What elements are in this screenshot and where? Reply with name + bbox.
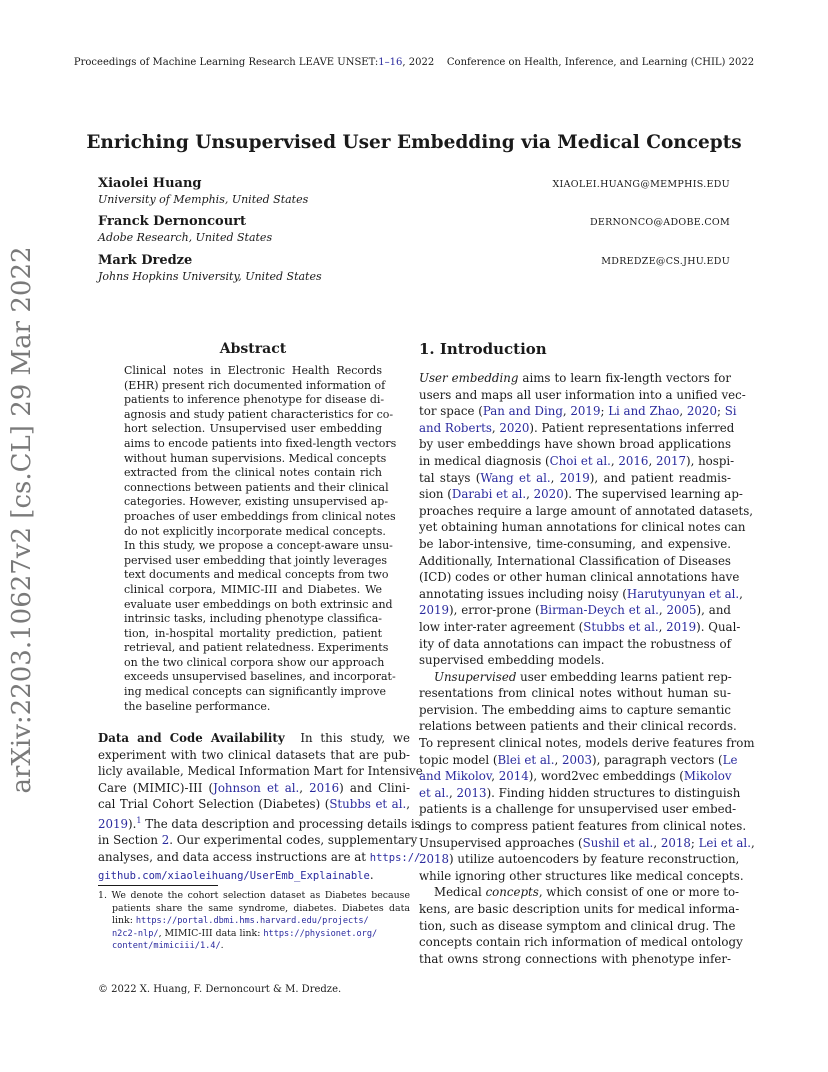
- code-url-link[interactable]: https://: [369, 852, 421, 865]
- citation-link[interactable]: Harutyunyan et al.: [626, 586, 740, 601]
- citation-year-link[interactable]: 2014: [498, 769, 529, 784]
- text: , which consist of one or more to-: [538, 885, 740, 900]
- text: supervised embedding models.: [419, 653, 605, 668]
- dataset-url-link[interactable]: content/mimiciii/1.4/: [112, 941, 221, 951]
- citation-link[interactable]: Li and Zhao: [608, 404, 680, 419]
- citation-year-link[interactable]: 2016: [309, 780, 340, 795]
- code-url-link[interactable]: github.com/xiaoleihuang/UserEmb_Explainable: [98, 869, 370, 882]
- text: User embedding: [419, 371, 519, 385]
- footnote-marker[interactable]: 1: [136, 815, 142, 825]
- text: ,: [491, 769, 499, 784]
- citation-link[interactable]: Birman-Deych et al.: [539, 603, 659, 618]
- citation-link[interactable]: et al.: [419, 785, 450, 800]
- text: .: [369, 867, 374, 882]
- arxiv-id: arXiv:2203.10627v2 [cs.CL] 29 Mar 2022: [7, 246, 37, 794]
- text: Unsupervised approaches (: [419, 835, 583, 850]
- text: aims to learn fix-length vectors for: [518, 371, 731, 385]
- citation-year-link[interactable]: 2020: [533, 487, 564, 502]
- text: 1. We denote the cohort selection dataset as Diabetes because: [98, 890, 410, 901]
- abstract-line: retrieval, and patient relatedness. Experiments: [124, 641, 389, 655]
- text: ), paragraph vectors (: [592, 752, 723, 767]
- author-name: Mark Dredze: [98, 253, 193, 268]
- text: low inter-rater agreement (: [419, 619, 584, 634]
- text: ) utilize autoencoders by feature reconstruction,: [449, 852, 740, 867]
- text: ,: [550, 470, 560, 485]
- section-link[interactable]: 2: [161, 833, 170, 848]
- text: cal Trial Cohort Selection (Diabetes) (: [98, 797, 330, 812]
- abstract-line: hort selection. Unsupervised user embedding: [124, 422, 382, 436]
- text: kens, are basic description units for medical informa-: [419, 902, 740, 916]
- text: ), hospi-: [685, 453, 735, 468]
- text: ). Qual-: [696, 619, 741, 634]
- page-range-link[interactable]: 1–16: [378, 57, 403, 68]
- citation-link[interactable]: Choi et al.: [549, 453, 611, 468]
- citation-link[interactable]: Darabi et al.: [451, 487, 527, 502]
- text: ), error-prone (: [449, 603, 540, 618]
- text: . Our experimental codes, supplementary: [169, 833, 418, 848]
- text: Unsupervised: [434, 669, 517, 684]
- text: ,: [750, 835, 755, 850]
- text: by user embeddings have shown broad applications: [419, 437, 731, 452]
- abstract-line: do not explicitly incorporate medical concepts.: [124, 524, 386, 538]
- section-heading-introduction: 1. Introduction: [419, 340, 547, 358]
- text: ,: [562, 404, 571, 419]
- citation-year-link[interactable]: 2005: [666, 603, 697, 618]
- abstract-line: pervised user embedding that jointly leverages: [124, 553, 387, 567]
- abstract-line: exceeds unsupervised baselines, and incorporat-: [124, 670, 396, 684]
- citation-link[interactable]: Pan and Ding: [482, 404, 563, 419]
- text: annotating issues including noisy (: [419, 586, 627, 601]
- abstract-line: connections between patients and their clinical: [124, 480, 389, 494]
- abstract-line: patients to inference phenotype for disease di-: [124, 393, 385, 407]
- citation-year-link[interactable]: 2019: [98, 816, 129, 831]
- text: ,: [658, 619, 667, 634]
- introduction-body: [419, 370, 755, 967]
- footnote: [98, 890, 410, 953]
- text: ,: [658, 603, 667, 618]
- citation-year-link[interactable]: 2003: [561, 752, 592, 767]
- text: patients share the same syndrome, diabetes. Diabetes data: [112, 902, 410, 914]
- citation-year-link[interactable]: 2019: [419, 603, 450, 618]
- text: link:: [112, 915, 136, 926]
- abstract-line: the baseline performance.: [124, 699, 271, 713]
- dataset-url-link[interactable]: n2c2-nlp/: [112, 928, 159, 939]
- text: ,: [491, 420, 500, 435]
- text: ), word2vec embeddings (: [528, 769, 684, 784]
- venue-year: , 2022: [402, 57, 435, 68]
- text: ;: [690, 835, 699, 850]
- paper-title: Enriching Unsupervised User Embedding via Medical Concepts: [86, 132, 742, 153]
- citation-year-link[interactable]: 2016: [618, 453, 649, 468]
- author-name: Xiaolei Huang: [98, 176, 202, 191]
- abstract-line: without human supervisions. Medical concepts: [124, 451, 387, 465]
- text: while ignoring other structures like medical concepts.: [419, 868, 744, 883]
- dataset-url-link[interactable]: https://physionet.org/: [263, 928, 378, 939]
- author-affiliation: University of Memphis, United States: [98, 193, 309, 206]
- data-code-availability: [98, 730, 423, 884]
- venue-prefix: Proceedings of Machine Learning Research LEAVE UNSET:: [73, 57, 379, 68]
- text: ,: [449, 785, 457, 800]
- text: topic model (: [419, 752, 498, 767]
- text: (ICD) codes or other human clinical annotations have: [419, 570, 740, 585]
- text: tor space (: [419, 404, 483, 419]
- text: sion (: [419, 487, 452, 502]
- citation-link[interactable]: Johnson et al.: [213, 780, 300, 795]
- text: that owns strong connections with phenotype infer-: [419, 951, 731, 966]
- abstract-heading: Abstract: [219, 341, 287, 357]
- citation-year-link[interactable]: 2019: [570, 404, 601, 419]
- text: ,: [406, 797, 410, 812]
- text: patients is a challenge for unsupervised user embed-: [419, 802, 737, 817]
- running-header: [0, 57, 828, 68]
- citation-link[interactable]: Sushil et al.: [582, 835, 654, 850]
- citation-link[interactable]: Mikolov: [683, 769, 732, 784]
- author-email: MDREDZE@CS.JHU.EDU: [601, 256, 730, 267]
- text: tal stays (: [419, 470, 481, 485]
- text: ). Patient representations inferred: [529, 420, 735, 435]
- abstract-line: agnosis and study patient characteristics for co-: [124, 407, 394, 421]
- citation-year-link[interactable]: 2018: [660, 835, 691, 850]
- abstract-line: ing medical concepts can significantly improve: [124, 685, 387, 699]
- abstract-line: categories. However, existing unsupervised ap-: [124, 495, 389, 509]
- text: analyses, and data access instructions are at: [98, 850, 370, 865]
- text: ), and: [696, 603, 731, 618]
- citation-link[interactable]: Le: [722, 752, 738, 767]
- abstract-line: intrinsic tasks, including phenotype classifica-: [124, 612, 383, 626]
- text: Care (MIMIC)-III (: [98, 780, 214, 795]
- footnote-rule: [98, 885, 218, 886]
- text: relations between patients and their clinical records.: [419, 719, 737, 734]
- text: tion, such as disease symptom and clinical drug. The: [419, 918, 736, 933]
- citation-year-link[interactable]: 2019: [666, 619, 697, 634]
- text: ). Finding hidden structures to distinguish: [486, 785, 741, 800]
- text: ity of data annotations can impact the robustness of: [419, 636, 731, 651]
- text: pervision. The embedding aims to capture semantic: [419, 702, 731, 717]
- text: ), and patient readmis-: [589, 470, 731, 485]
- author-name: Franck Dernoncourt: [98, 214, 247, 229]
- text: In this study, we: [300, 731, 411, 745]
- text: dings to compress patient features from clinical notes.: [419, 819, 747, 834]
- text: be labor-intensive, time-consuming, and expensive.: [419, 536, 731, 551]
- abstract-line: tion, in-hospital mortality prediction, patient: [124, 626, 382, 640]
- data-code-heading: Data and Code Availability: [98, 731, 285, 745]
- citation-link[interactable]: Stubbs et al.: [583, 619, 659, 634]
- abstract-line: Clinical notes in Electronic Health Records: [124, 364, 382, 377]
- abstract-line: (EHR) present rich documented information of: [124, 378, 386, 392]
- abstract-line: clinical corpora, MIMIC-III and Diabetes. We: [124, 582, 382, 596]
- citation-link[interactable]: Stubbs et al.: [329, 797, 407, 812]
- dataset-url-link[interactable]: https://portal.dbmi.hms.harvard.edu/projects/: [135, 916, 369, 926]
- abstract-line: text documents and medical concepts from two: [124, 568, 389, 582]
- text: ,: [739, 586, 743, 601]
- citation-year-link[interactable]: 2019: [559, 470, 590, 485]
- text: licly available, Medical Information Mart for Intensive: [98, 764, 423, 779]
- text: ;: [600, 404, 609, 419]
- text: ,: [526, 487, 534, 502]
- text: users and maps all user information into a unified vec-: [419, 387, 746, 402]
- citation-year-link[interactable]: 2017: [655, 453, 686, 468]
- text: resentations from clinical notes without human su-: [419, 686, 731, 701]
- abstract-line: on the two clinical corpora show our approach: [124, 655, 385, 669]
- text: concepts: [485, 885, 539, 900]
- abstract-line: extracted from the clinical notes contain rich: [124, 466, 382, 480]
- text: concepts contain rich information of medical ontology: [419, 935, 743, 950]
- text: proaches require a large amount of annotated datasets,: [419, 503, 754, 518]
- text: ,: [554, 752, 562, 767]
- conference-name: Conference on Health, Inference, and Learning (CHIL) 2022: [446, 57, 755, 68]
- text: in Section: [98, 833, 162, 848]
- text: ;: [716, 404, 725, 419]
- citation-link[interactable]: Blei et al.: [497, 752, 555, 767]
- author-affiliation: Adobe Research, United States: [98, 231, 273, 244]
- text: The data description and processing details is: [141, 816, 421, 831]
- citation-link[interactable]: Wang et al.: [480, 470, 551, 485]
- text: ,: [610, 453, 619, 468]
- citation-year-link[interactable]: 2020: [499, 420, 530, 435]
- abstract-body: [124, 364, 397, 714]
- text: Medical: [434, 885, 486, 900]
- author-affiliation: Johns Hopkins University, United States: [98, 270, 322, 283]
- citation-link[interactable]: Lei et al.: [698, 835, 751, 850]
- abstract-line: evaluate user embeddings on both extrinsic and: [124, 597, 393, 611]
- text: .: [220, 940, 224, 951]
- text: experiment with two clinical datasets that are pub-: [98, 747, 410, 762]
- citation-year-link[interactable]: 2020: [686, 404, 717, 419]
- text: user embedding learns patient rep-: [516, 669, 732, 684]
- text: ).: [128, 816, 137, 831]
- text: To represent clinical notes, models derive features from: [419, 736, 755, 751]
- citation-year-link[interactable]: 2018: [419, 852, 450, 867]
- text: in medical diagnosis (: [419, 453, 550, 468]
- citation-link[interactable]: and Roberts: [419, 420, 492, 435]
- citation-link[interactable]: Si: [724, 404, 737, 419]
- text: ,: [299, 780, 310, 795]
- text: ). The supervised learning ap-: [563, 487, 743, 502]
- text: ,: [679, 404, 687, 419]
- abstract-line: In this study, we propose a concept-aware unsu-: [124, 539, 393, 553]
- text: ,: [653, 835, 661, 850]
- text: yet obtaining human annotations for clinical notes can: [419, 520, 746, 535]
- abstract-line: aims to encode patients into fixed-length vectors: [124, 436, 397, 450]
- text: ,: [648, 453, 656, 468]
- text: Additionally, International Classification of Diseases: [419, 553, 731, 568]
- citation-link[interactable]: and Mikolov: [419, 769, 492, 784]
- author-email: DERNONCO@ADOBE.COM: [589, 217, 730, 228]
- abstract-line: proaches of user embeddings from clinical notes: [124, 509, 396, 523]
- citation-year-link[interactable]: 2013: [456, 785, 487, 800]
- text: , MIMIC-III data link:: [158, 927, 264, 939]
- author-email: XIAOLEI.HUANG@MEMPHIS.EDU: [552, 179, 730, 190]
- text: ) and Clini-: [339, 780, 411, 795]
- copyright: © 2022 X. Huang, F. Dernoncourt & M. Dredze.: [98, 984, 342, 995]
